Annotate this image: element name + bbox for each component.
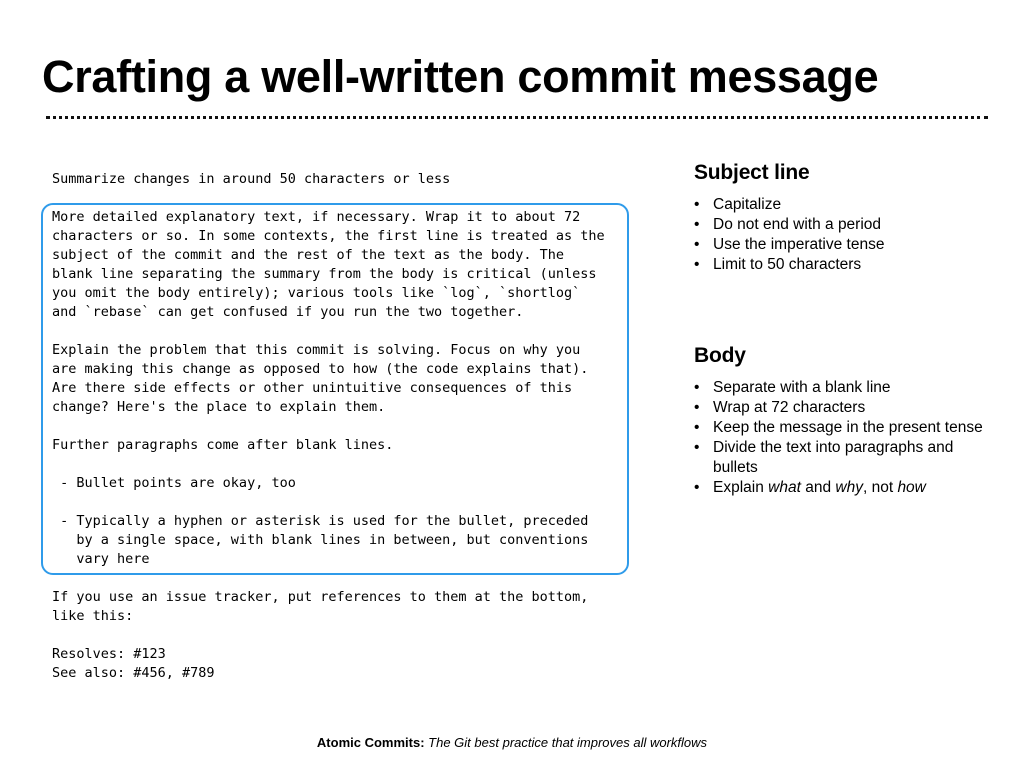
dotted-divider xyxy=(46,116,988,119)
example-subject-line: Summarize changes in around 50 characters or less xyxy=(52,171,451,187)
list-item: • Explain what and why, not how xyxy=(694,479,926,496)
bullet-icon: • xyxy=(694,419,700,436)
subject-line-guidelines xyxy=(694,195,994,275)
list-item: • Wrap at 72 characters xyxy=(694,399,866,416)
body-heading: Body xyxy=(694,344,746,367)
bullet-icon: • xyxy=(694,479,700,496)
bullet-icon: • xyxy=(694,216,700,233)
list-item: • Keep the message in the present tense xyxy=(694,419,983,436)
caption-subtitle: The Git best practice that improves all workflows xyxy=(428,735,708,750)
subject-line-heading: Subject line xyxy=(694,161,810,184)
list-item: • Limit to 50 characters xyxy=(694,256,862,273)
bullet-icon: • xyxy=(694,379,700,396)
list-item: • Use the imperative tense xyxy=(694,236,885,253)
list-item: • Do not end with a period xyxy=(694,216,882,233)
list-item: • Separate with a blank line xyxy=(694,379,891,396)
list-item: • Capitalize xyxy=(694,196,782,213)
body-guidelines xyxy=(694,378,994,498)
example-body-text: More detailed explanatory text, if necessary. Wrap it to about 72 characters or so. In some contexts, the first line is treated as the subject of the commit and the rest of the text as the body. The blank line separating the summary from the body is critical (unless you omit the body entirely); various tools like `log`, `shortlog` and `rebase` can get confused if you run the two together. Explain the problem that this commit is solving. Focus on why you are making this change as opposed to how (the code explains that). Are there side effects or other unintuitive consequences of this change? Here's the place to explain them. Further paragraphs come after blank lines. - Bullet points are okay, too - Typically a hyphen or asterisk is used for the bullet, preceded by a single space, with blank lines in between, but conventions vary here xyxy=(52,209,605,567)
bullet-icon: • xyxy=(694,439,700,456)
bullet-icon: • xyxy=(694,256,700,273)
bullet-icon: • xyxy=(694,196,700,213)
bullet-icon: • xyxy=(694,236,700,253)
bullet-icon: • xyxy=(694,399,700,416)
slide-title: Crafting a well-written commit message xyxy=(42,51,879,102)
list-item: • Divide the text into paragraphs and bullets xyxy=(694,439,954,476)
caption-book-title: Atomic Commits: xyxy=(316,735,425,750)
slide-caption xyxy=(0,734,1024,752)
example-footer-text: If you use an issue tracker, put references to them at the bottom, like this: Resolves: #123 See also: #456, #789 xyxy=(52,589,589,681)
